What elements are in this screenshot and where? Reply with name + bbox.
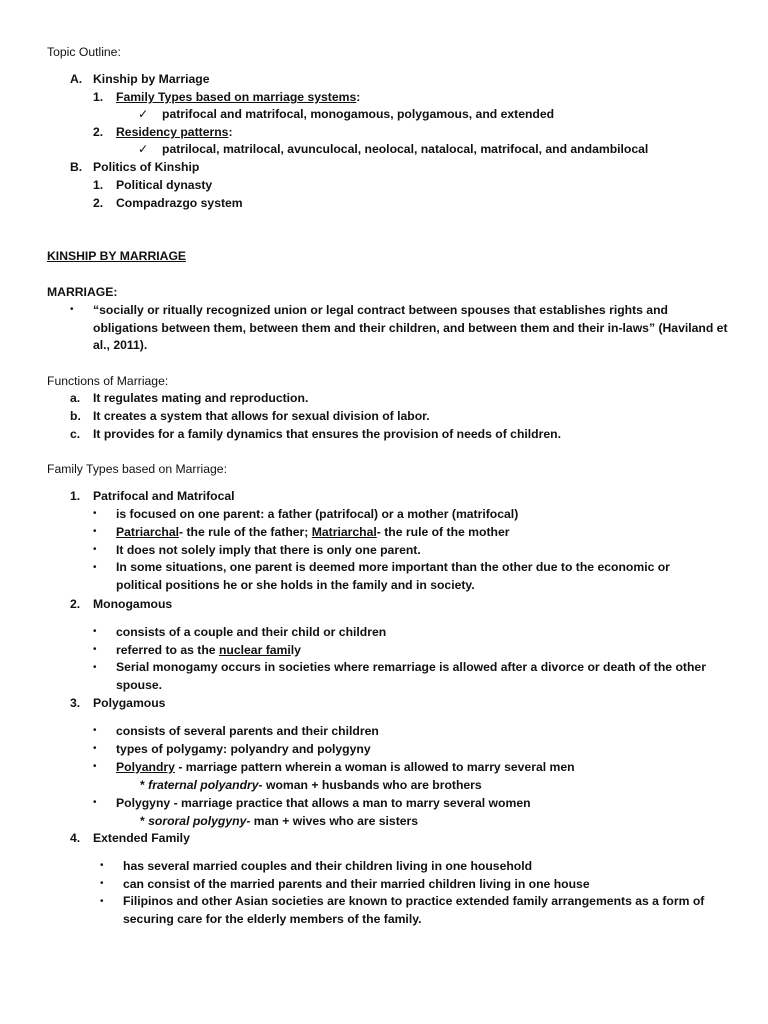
outline-a2-line	[116, 124, 233, 140]
outline-b1-label: Political dynasty	[116, 178, 213, 192]
bullet-icon: •	[100, 860, 104, 871]
type1-bullet-4: In some situations, one parent is deemed more important than the other due to the economic or political positions he or she holds in the family and in society.	[116, 560, 670, 592]
bullet-icon: •	[93, 526, 97, 537]
nuclear-prefix: referred to as the	[116, 643, 219, 657]
asterisk: *	[140, 814, 149, 828]
patriarchal-def: - the rule of the father;	[179, 525, 312, 539]
type2-bullet-3: Serial monogamy occurs in societies where remarriage is allowed after a divorce or death of the other spouse.	[116, 660, 706, 692]
fraternal-polyandry-def: woman + husbands who are brothers	[262, 778, 482, 792]
patriarchal-term: Patriarchal	[116, 525, 180, 539]
outline-b2-marker: 2.	[93, 196, 104, 210]
outline-a1-marker: 1.	[93, 90, 104, 104]
type2-bullet-1: consists of a couple and their child or children	[116, 625, 387, 639]
type2-marker: 2.	[70, 597, 81, 611]
bullet-icon: •	[100, 896, 104, 907]
polyandry-def: - marriage pattern wherein a woman is allowed to marry several men	[174, 760, 575, 774]
bullet-icon: •	[93, 508, 97, 519]
marriage-label: MARRIAGE:	[47, 285, 118, 299]
outline-b1-marker: 1.	[93, 178, 104, 192]
function-item: It creates a system that allows for sexual division of labor.	[93, 409, 430, 423]
fraternal-polyandry-term: fraternal polyandry-	[148, 778, 263, 792]
type4-bullet-2: can consist of the married parents and their married children living in one house	[123, 877, 590, 891]
type3-label: Polygamous	[93, 696, 166, 710]
outline-title: Topic Outline:	[47, 45, 121, 59]
sororal-polygyny-line	[140, 813, 418, 829]
function-marker: a.	[70, 391, 81, 405]
asterisk: *	[140, 778, 149, 792]
bullet-icon: •	[93, 644, 97, 655]
function-item: It regulates mating and reproduction.	[93, 391, 309, 405]
type4-bullet-3: Filipinos and other Asian societies are known to practice extended family arrangements as a form of securing care for the elderly members of the family.	[123, 894, 705, 926]
polyandry-term: Polyandry	[116, 760, 175, 774]
type2-label: Monogamous	[93, 597, 173, 611]
type1-bullet-3: It does not solely imply that there is only one parent.	[116, 543, 421, 557]
type3-bullet-2: types of polygamy: polyandry and polygyny	[116, 742, 371, 756]
sororal-polygyny-term: sororal polygyny-	[148, 814, 251, 828]
section-heading: KINSHIP BY MARRIAGE	[47, 249, 187, 263]
outline-b-marker: B.	[70, 160, 83, 174]
type1-label: Patrifocal and Matrifocal	[93, 489, 235, 503]
bullet-icon: •	[93, 544, 97, 555]
type2-bullet-2	[116, 642, 301, 658]
sororal-polygyny-def: man + wives who are sisters	[250, 814, 419, 828]
type3-bullet-3	[116, 759, 575, 775]
type4-marker: 4.	[70, 831, 81, 845]
matriarchal-def: - the rule of the mother	[376, 525, 510, 539]
outline-a1-detail: patrifocal and matrifocal, monogamous, polygamous, and extended	[162, 107, 555, 121]
nuclear-suffix: ly	[290, 643, 301, 657]
outline-a1-colon: :	[356, 90, 361, 104]
function-item: It provides for a family dynamics that ensures the provision of needs of children.	[93, 427, 561, 441]
bullet-icon: •	[93, 797, 97, 808]
outline-a-marker: A.	[70, 72, 83, 86]
bullet-icon: •	[93, 725, 97, 736]
outline-a2-detail: patrilocal, matrilocal, avunculocal, neolocal, natalocal, matrifocal, and andambilocal	[162, 142, 649, 156]
outline-a-label: Kinship by Marriage	[93, 72, 210, 86]
type1-marker: 1.	[70, 489, 81, 503]
bullet-icon: •	[93, 562, 97, 573]
bullet-icon: •	[70, 304, 74, 315]
functions-title: Functions of Marriage:	[47, 374, 169, 388]
type4-bullet-1: has several married couples and their children living in one household	[123, 859, 533, 873]
function-marker: b.	[70, 409, 81, 423]
bullet-icon: •	[93, 662, 97, 673]
check-icon: ✓	[138, 142, 149, 156]
nuclear-family-term: nuclear fami	[218, 643, 291, 657]
outline-a2-label: Residency patterns	[116, 125, 229, 139]
type3-bullet-4: Polygyny - marriage practice that allows a man to marry several women	[116, 796, 531, 810]
outline-a2-marker: 2.	[93, 125, 104, 139]
outline-a2-colon: :	[228, 125, 233, 139]
marriage-definition: “socially or ritually recognized union or legal contract between spouses that establishes rights and obligations between them, between them and their children, and between them and their in-laws” (Haviland et al., 2011).	[93, 303, 728, 352]
check-icon: ✓	[138, 107, 149, 121]
type1-bullet-2	[116, 524, 509, 540]
bullet-icon: •	[100, 878, 104, 889]
matriarchal-term: Matriarchal	[311, 525, 377, 539]
bullet-icon: •	[93, 626, 97, 637]
fraternal-polyandry-line	[140, 777, 482, 793]
outline-a1-line	[116, 89, 360, 105]
type4-label: Extended Family	[93, 831, 190, 845]
bullet-icon: •	[93, 761, 97, 772]
type1-bullet-1: is focused on one parent: a father (patrifocal) or a mother (matrifocal)	[116, 507, 519, 521]
function-marker: c.	[70, 427, 81, 441]
outline-b-label: Politics of Kinship	[93, 160, 200, 174]
bullet-icon: •	[93, 743, 97, 754]
type3-bullet-1: consists of several parents and their children	[116, 724, 379, 738]
family-types-title: Family Types based on Marriage:	[47, 462, 227, 476]
type3-marker: 3.	[70, 696, 81, 710]
outline-b2-label: Compadrazgo system	[116, 196, 243, 210]
outline-a1-label: Family Types based on marriage systems	[116, 90, 357, 104]
